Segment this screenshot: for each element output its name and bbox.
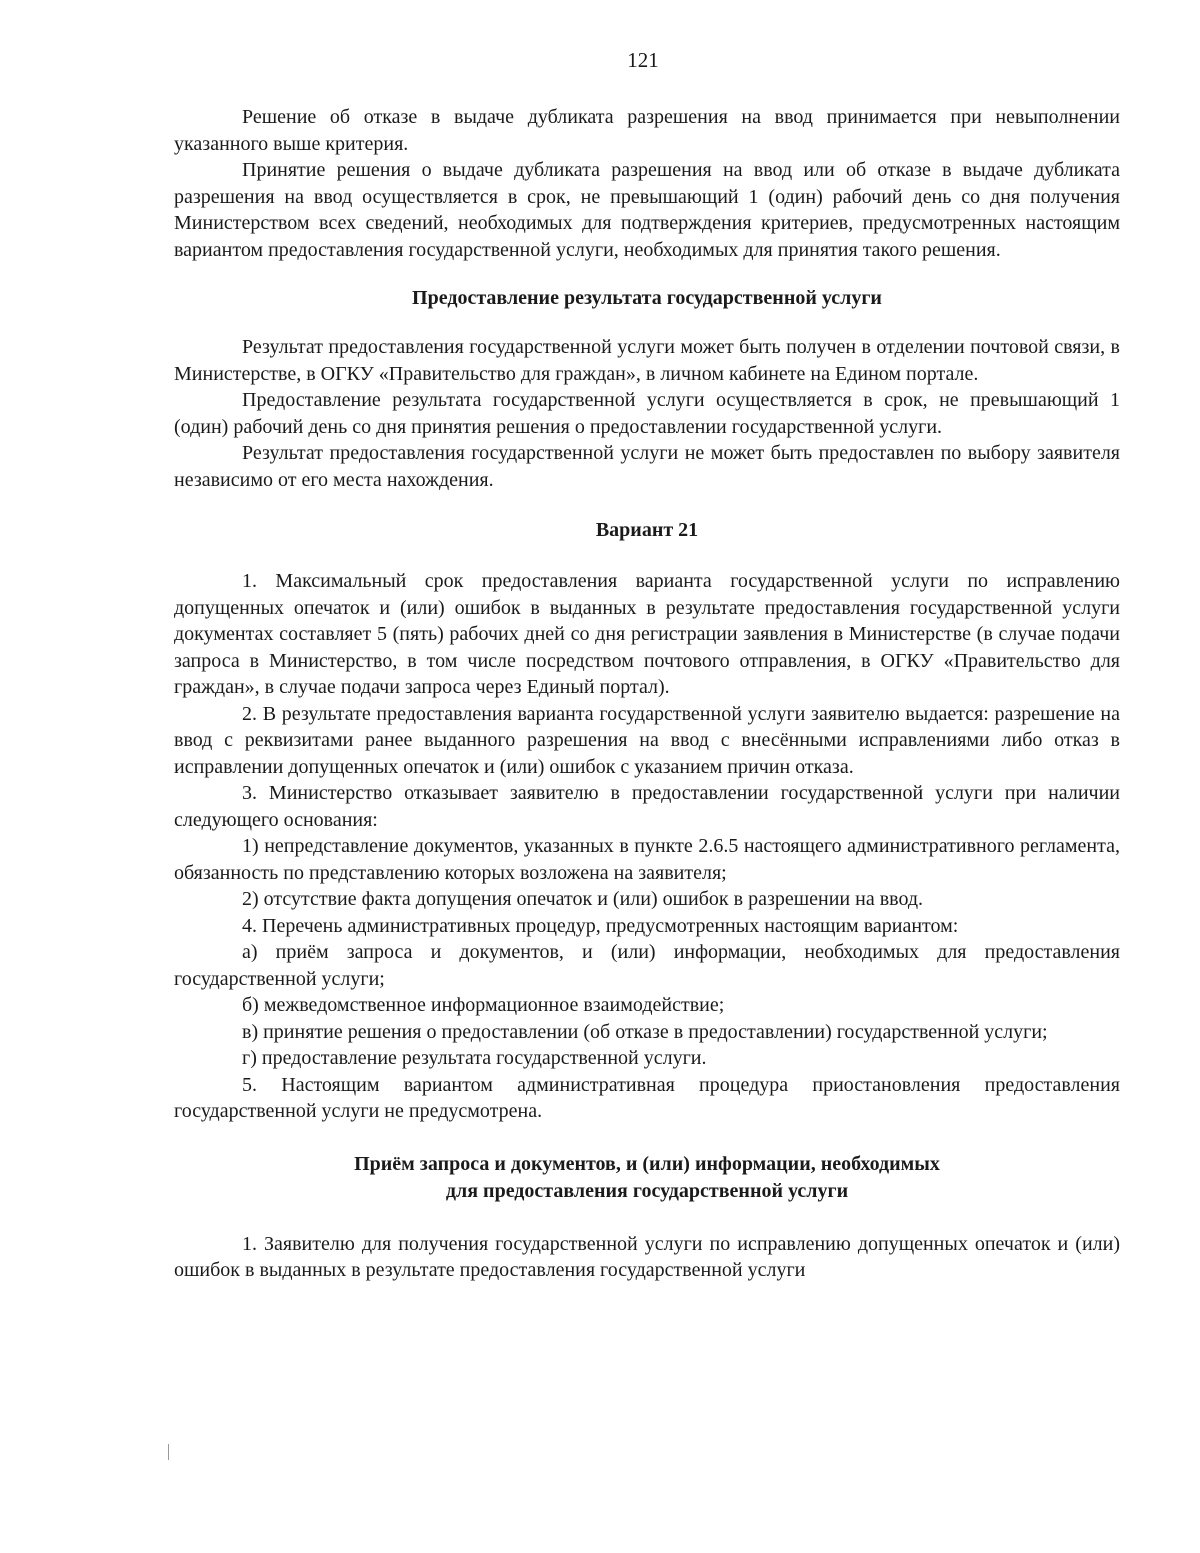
document-body (174, 104, 1120, 1284)
paragraph: 2. В результате предоставления варианта государственной услуги заявителю выдается: разрешение на ввод с реквизитами ранее выданного разрешения на ввод с внесёнными исправлениями либо отказ в исправлении допущенных опечаток и (или) ошибок с указанием причин отказа. (174, 702, 1120, 778)
paragraph: в) принятие решения о предоставлении (об отказе в предоставлении) государственной услуги; (242, 1020, 1048, 1043)
paragraph: а) приём запроса и документов, и (или) информации, необходимых для предоставления государственной услуги; (174, 941, 1120, 990)
spacer (174, 544, 1120, 568)
spacer (174, 1205, 1120, 1231)
scan-mark (168, 1444, 169, 1460)
paragraph: б) межведомственное информационное взаимодействие; (242, 994, 725, 1016)
paragraph: Принятие решения о выдаче дубликата разрешения на ввод или об отказе в выдаче дубликата разрешения на ввод осуществляется в срок, не превышающий 1 (один) рабочий день со дня получения Министерством всех сведений, необходимых для подтверждения критериев, предусмотренных настоящим вариантом предоставления государственной услуги, необходимых для принятия такого решения. (174, 159, 1120, 261)
paragraph: 2) отсутствие факта допущения опечаток и (или) ошибок в разрешении на ввод. (242, 888, 924, 910)
section-heading-result: Предоставление результата государственной услуги (412, 287, 882, 309)
paragraph: Результат предоставления государственной услуги может быть получен в отделении почтовой связи, в Министерстве, в ОГКУ «Правительство для граждан», в личном кабинете на Едином портале. (174, 336, 1120, 385)
spacer (174, 312, 1120, 334)
section-heading-variant: Вариант 21 (595, 519, 699, 541)
paragraph: 1) непредставление документов, указанных в пункте 2.6.5 настоящего административного регламента, обязанность по представлению которых возложена на заявителя; (174, 835, 1120, 884)
paragraph: Предоставление результата государственной услуги осуществляется в срок, не превышающий 1 (один) рабочий день со дня принятия решения о предоставлении государственной услуги. (174, 389, 1120, 438)
paragraph: Результат предоставления государственной услуги не может быть предоставлен по выбору заявителя независимо от его места нахождения. (174, 442, 1120, 491)
paragraph: 4. Перечень административных процедур, предусмотренных настоящим вариантом: (242, 914, 959, 937)
paragraph: Решение об отказе в выдаче дубликата разрешения на ввод принимается при невыполнении указанного выше критерия. (174, 106, 1120, 155)
section-heading-reception-line1: Приём запроса и документов, и (или) информации, необходимых (354, 1152, 940, 1175)
paragraph: 1. Заявителю для получения государственной услуги по исправлению допущенных опечаток и (или) ошибок в выданных в результате предоставления государственной услуги (174, 1232, 1120, 1281)
spacer (174, 1125, 1120, 1151)
paragraph: 1. Максимальный срок предоставления варианта государственной услуги по исправлению допущенных опечаток и (или) ошибок в выданных в результате предоставления государственной услуги документах составляет 5 (пять) рабочих дней со дня регистрации заявления в Министерстве (в случае подачи запроса в Министерство, в том числе посредством почтового отправления, в ОГКУ «Правительство для граждан», в случае подачи запроса через Единый портал). (174, 570, 1120, 698)
paragraph: 3. Министерство отказывает заявителю в предоставлении государственной услуги при наличии следующего основания: (174, 782, 1120, 831)
page-number: 121 (627, 48, 659, 72)
paragraph: г) предоставление результата государственной услуги. (242, 1047, 707, 1069)
section-heading-reception-line2: для предоставления государственной услуги (445, 1179, 849, 1202)
paragraph: 5. Настоящим вариантом административная процедура приостановления предоставления государственной услуги не предусмотрена. (174, 1073, 1120, 1122)
